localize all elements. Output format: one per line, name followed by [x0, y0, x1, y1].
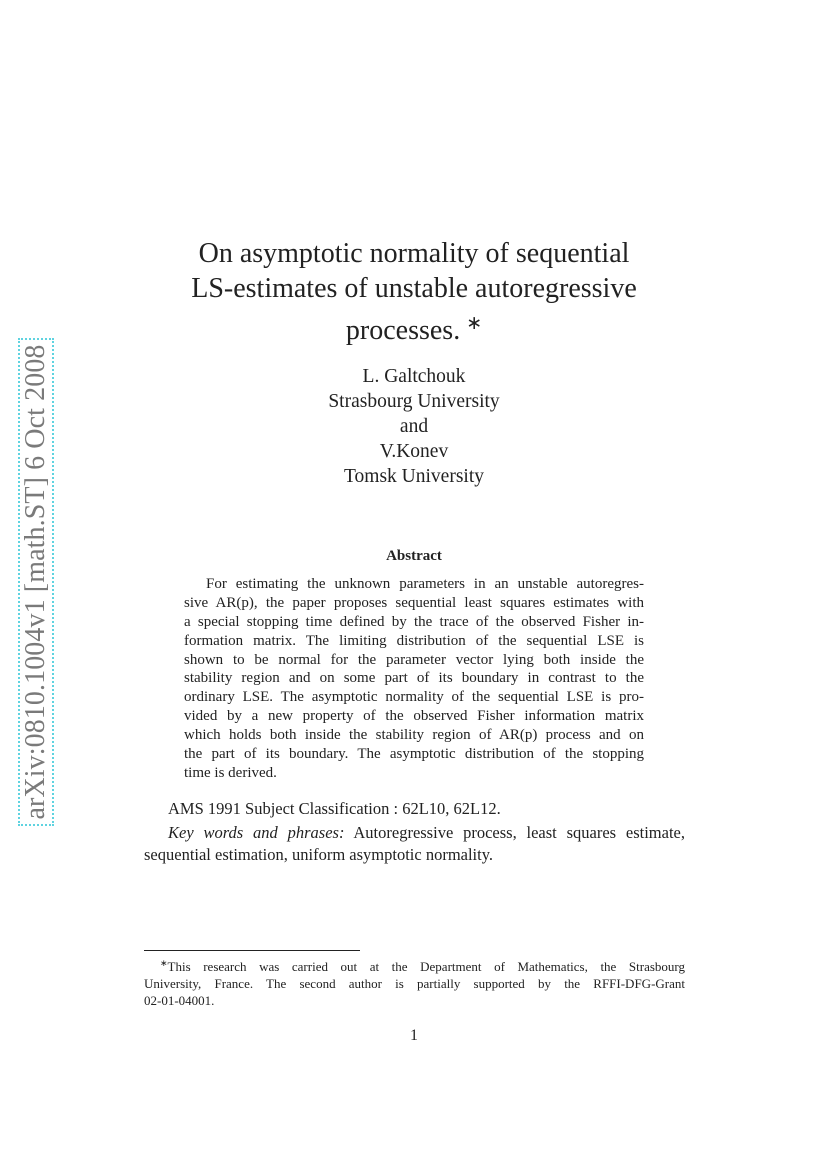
abstract-line: ordinary LSE. The asymptotic normality of the sequential LSE is pro-	[184, 689, 644, 706]
abstract-body	[184, 575, 644, 783]
page-number: 1	[410, 1027, 418, 1044]
author-2-affiliation: Tomsk University	[343, 466, 484, 487]
author-1-name: L. Galtchouk	[362, 366, 466, 387]
title-line-1: On asymptotic normality of sequential	[198, 238, 630, 269]
footnote-text-1: This research was carried out at the Department of Mathematics, the Strasbourg	[167, 959, 685, 974]
author-conjunction: and	[399, 416, 429, 437]
keywords-label: Key words and phrases:	[168, 823, 345, 842]
keywords-line-2: sequential estimation, uniform asymptotic normality.	[144, 845, 494, 864]
keywords-line-1	[144, 822, 685, 844]
abstract-line: the part of its boundary. The asymptotic distribution of the stopping	[184, 746, 644, 763]
author-2-name: V.Konev	[379, 441, 449, 462]
author-1-affiliation: Strasbourg University	[328, 391, 500, 412]
subject-classification: AMS 1991 Subject Classification : 62L10, 62L12.	[168, 799, 501, 818]
abstract-line: stability region and on some part of its boundary in contrast to the	[184, 670, 644, 687]
abstract-line: a special stopping time defined by the trace of the observed Fisher in-	[184, 613, 644, 630]
footnote-mark: ∗	[160, 958, 168, 968]
footnote-line-2: University, France. The second author is partially supported by the RFFI-DFG-Grant	[144, 976, 685, 991]
abstract-line: time is derived.	[184, 764, 277, 781]
arxiv-identifier: arXiv:0810.1004v1 [math.ST] 6 Oct 2008	[20, 344, 51, 820]
abstract-line: shown to be normal for the parameter vector lying both inside the	[184, 651, 644, 668]
keywords-block	[144, 822, 685, 866]
title-line-2: LS-estimates of unstable autoregressive	[191, 273, 637, 304]
title-footnote-mark[interactable]: ∗	[466, 313, 483, 334]
footnote-line-1	[144, 955, 685, 975]
footnote-divider	[144, 950, 360, 951]
author-block	[0, 364, 828, 489]
footnote	[144, 955, 685, 1009]
footnote-line-3: 02-01-04001.	[144, 993, 215, 1008]
abstract-line: vided by a new property of the observed Fisher information matrix	[184, 708, 644, 725]
abstract-line: For estimating the unknown parameters in an unstable autoregres-	[206, 576, 644, 592]
paper-title	[0, 236, 828, 348]
abstract-line: which holds both inside the stability region of AR(p) process and on	[184, 727, 644, 744]
title-line-3-text: processes.	[345, 315, 461, 346]
title-line-3	[0, 306, 828, 348]
keywords-text-1: Autoregressive process, least squares estimate,	[353, 823, 685, 842]
abstract-line: sive AR(p), the paper proposes sequential least squares estimates with	[184, 594, 644, 611]
abstract-heading: Abstract	[386, 548, 442, 564]
abstract-line: formation matrix. The limiting distribution of the sequential LSE is	[184, 632, 644, 649]
